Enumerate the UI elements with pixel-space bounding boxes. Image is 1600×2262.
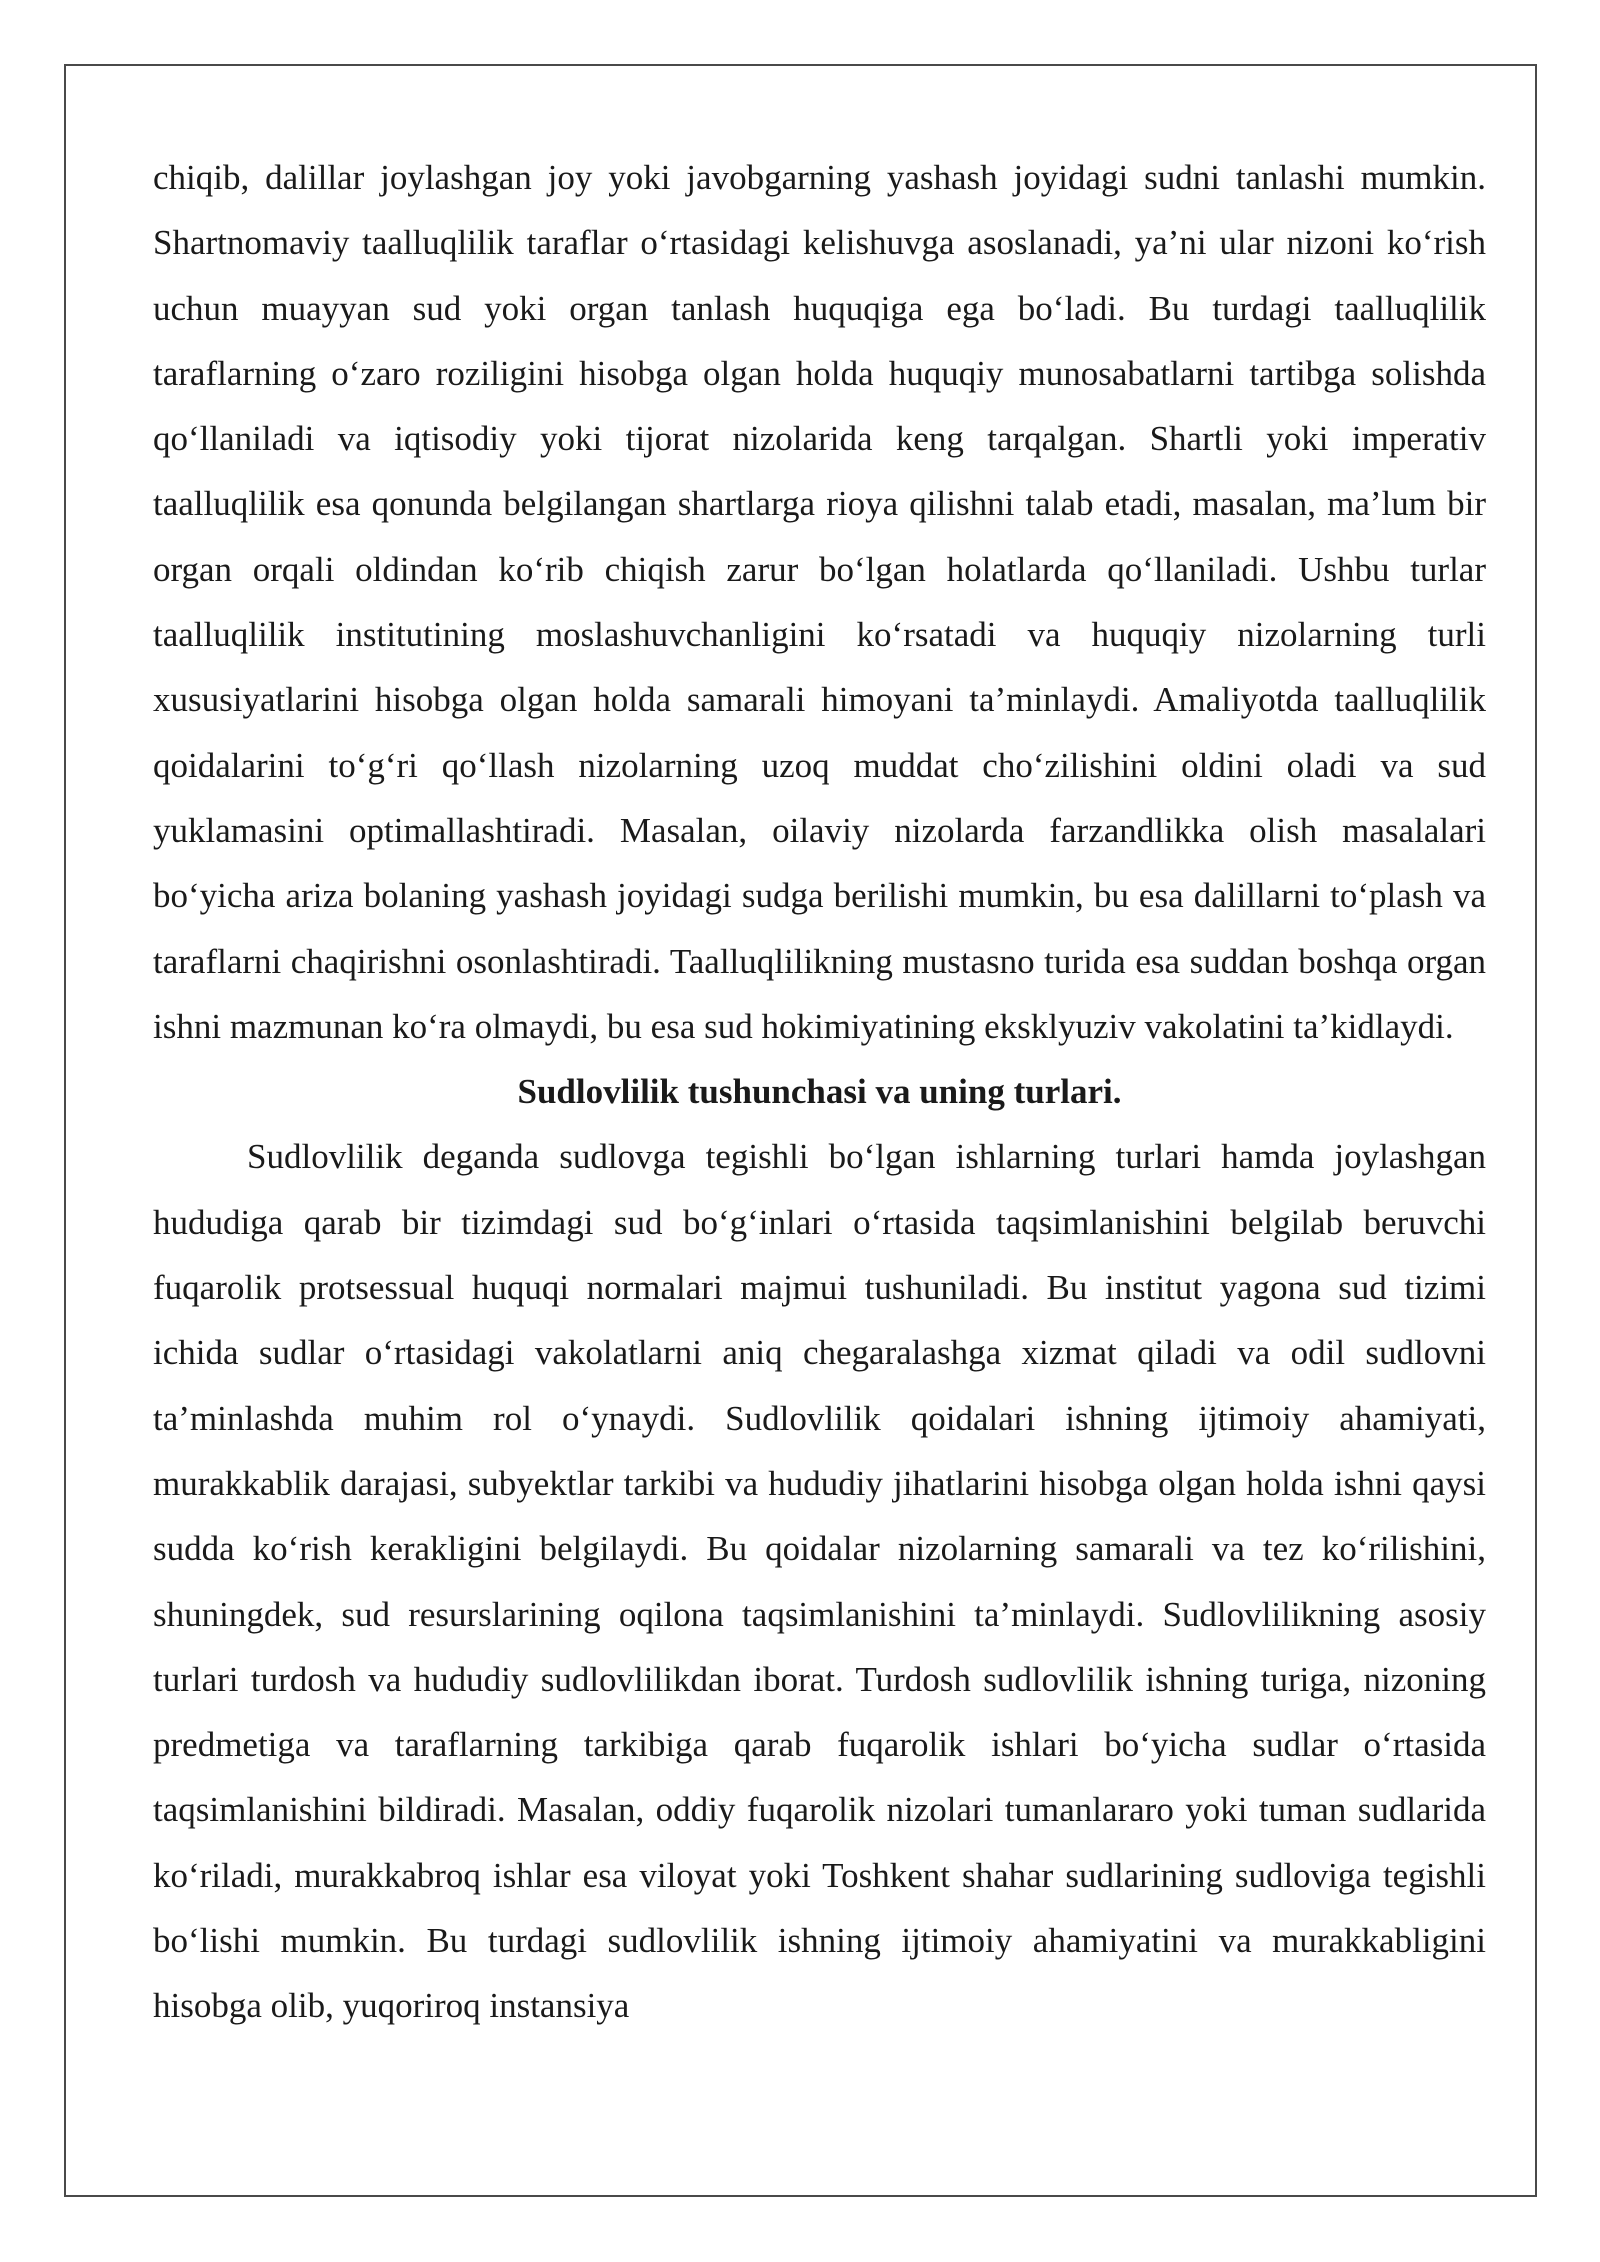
document-body	[153, 145, 1486, 2039]
body-paragraph: Sudlovlilik deganda sudlovga tegishli bo‘lgan ishlarning turlari hamda joylashgan hududiga qarab bir tizimdagi sud bo‘g‘inlari o‘rtasida taqsimlanishini belgilab beruvchi fuqarolik protsessual huquqi normalari majmui tushuniladi. Bu institut yagona sud tizimi ichida sudlar o‘rtasidagi vakolatlarni aniq chegaralashga xizmat qiladi va odil sudlovni ta’minlashda muhim rol o‘ynaydi. Sudlovlilik qoidalari ishning ijtimoiy ahamiyati, murakkablik darajasi, subyektlar tarkibi va hududiy jihatlarini hisobga olgan holda ishni qaysi sudda ko‘rish kerakligini belgilaydi. Bu qoidalar nizolarning samarali va tez ko‘rilishini, shuningdek, sud resurslarining oqilona taqsimlanishini ta’minlaydi. Sudlovlilikning asosiy turlari turdosh va hududiy sudlovlilikdan iborat. Turdosh sudlovlilik ishning turiga, nizoning predmetiga va taraflarning tarkibiga qarab fuqarolik ishlari bo‘yicha sudlar o‘rtasida taqsimlanishini bildiradi. Masalan, oddiy fuqarolik nizolari tumanlararo yoki tuman sudlarida ko‘riladi, murakkabroq ishlar esa viloyat yoki Toshkent shahar sudlarining sudloviga tegishli bo‘lishi mumkin. Bu turdagi sudlovlilik ishning ijtimoiy ahamiyatini va murakkabligini hisobga olib, yuqoriroq instansiya	[153, 1137, 1486, 2026]
section-heading: Sudlovlilik tushunchasi va uning turlari.	[517, 1072, 1122, 1112]
body-paragraph: chiqib, dalillar joylashgan joy yoki javobgarning yashash joyidagi sudni tanlashi mumkin. Shartnomaviy taalluqlilik taraflar o‘rtasidagi kelishuvga asoslanadi, ya’ni ular nizoni ko‘rish uchun muayyan sud yoki organ tanlash huquqiga ega bo‘ladi. Bu turdagi taalluqlilik taraflarning o‘zaro roziligini hisobga olgan holda huquqiy munosabatlarni tartibga solishda qo‘llaniladi va iqtisodiy yoki tijorat nizolarida keng tarqalgan. Shartli yoki imperativ taalluqlilik esa qonunda belgilangan shartlarga rioya qilishni talab etadi, masalan, ma’lum bir organ orqali oldindan ko‘rib chiqish zarur bo‘lgan holatlarda qo‘llaniladi. Ushbu turlar taalluqlilik institutining moslashuvchanligini ko‘rsatadi va huquqiy nizolarning turli xususiyatlarini hisobga olgan holda samarali himoyani ta’minlaydi. Amaliyotda taalluqlilik qoidalarini to‘g‘ri qo‘llash nizolarning uzoq muddat cho‘zilishini oldini oladi va sud yuklamasini optimallashtiradi. Masalan, oilaviy nizolarda farzandlikka olish masalalari bo‘yicha ariza bolaning yashash joyidagi sudga berilishi mumkin, bu esa dalillarni to‘plash va taraflarni chaqirishni osonlashtiradi. Taalluqlilikning mustasno turida esa suddan boshqa organ ishni mazmunan ko‘ra olmaydi, bu esa sud hokimiyatining eksklyuziv vakolatini ta’kidlaydi.	[153, 158, 1486, 1046]
